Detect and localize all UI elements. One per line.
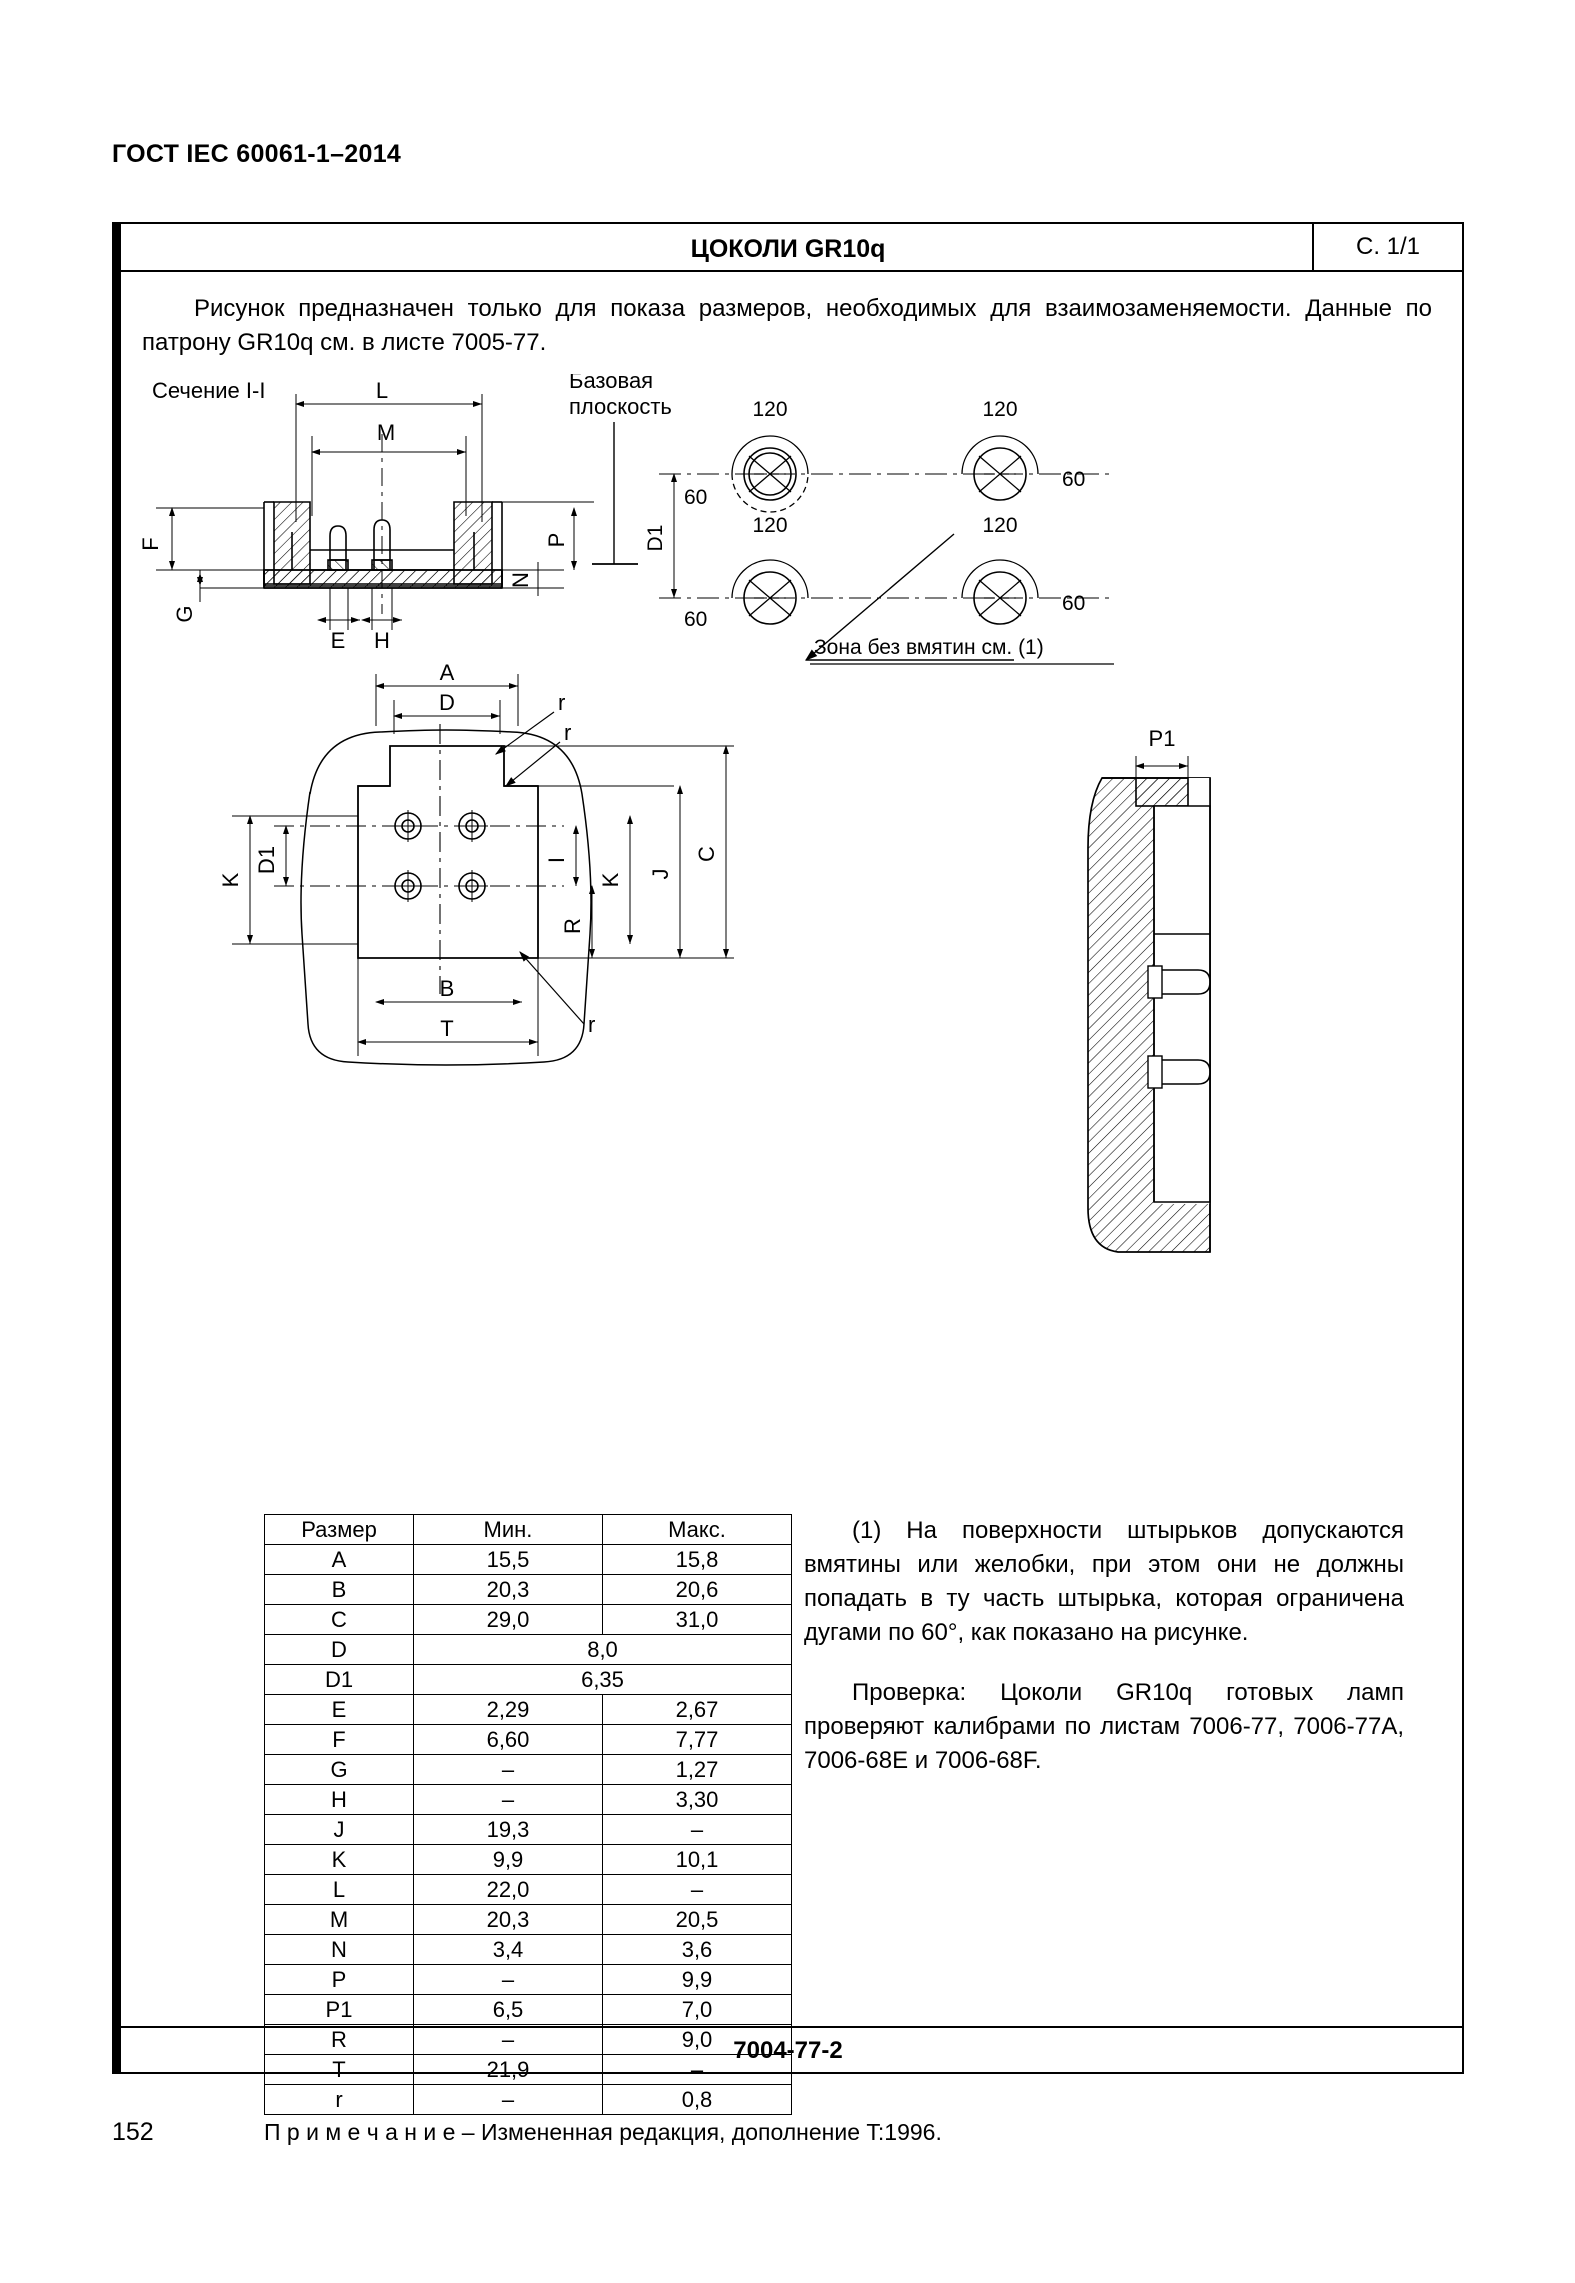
svg-text:60: 60: [1062, 592, 1086, 615]
notes-block: [804, 1514, 1404, 1804]
svg-text:120: 120: [752, 398, 788, 421]
cell-max: 31,0: [603, 1605, 792, 1635]
cell-size: D1: [265, 1665, 414, 1695]
cell-size: L: [265, 1875, 414, 1905]
table-row: [265, 1965, 792, 1995]
cell-min: 3,4: [414, 1935, 603, 1965]
note-2-text: Проверка: Цоколи GR10q готовых ламп проверяют калибрами по листам 7006-77, 7006-77А, 7006-68E и 7006-68F.: [804, 1679, 1404, 1774]
cell-max: 15,8: [603, 1545, 792, 1575]
svg-text:K: K: [218, 872, 243, 888]
sheet-page-indicator: С. 1/1: [1312, 224, 1462, 270]
cell-size: D: [265, 1635, 414, 1665]
table-row: [265, 1665, 792, 1695]
cell-min: 29,0: [414, 1605, 603, 1635]
cell-max: 10,1: [603, 1845, 792, 1875]
table-row: [265, 1905, 792, 1935]
table-row: [265, 1815, 792, 1845]
svg-text:D1: D1: [254, 845, 279, 875]
svg-text:60: 60: [684, 486, 708, 509]
page-number: 152: [112, 2118, 154, 2146]
cell-max: 20,5: [603, 1905, 792, 1935]
cell-max: 2,67: [603, 1695, 792, 1725]
standard-header: ГОСТ IEC 60061-1–2014: [112, 140, 402, 168]
svg-text:A: A: [439, 660, 455, 685]
cell-min: 19,3: [414, 1815, 603, 1845]
svg-text:I: I: [544, 856, 569, 864]
table-row: [265, 1605, 792, 1635]
table-row: [265, 1845, 792, 1875]
table-row: [265, 1875, 792, 1905]
cell-min: –: [414, 1965, 603, 1995]
svg-text:120: 120: [982, 514, 1018, 537]
note-verification: [804, 1676, 1404, 1778]
svg-text:B: B: [439, 976, 455, 1001]
cell-size: C: [265, 1605, 414, 1635]
cell-size: G: [265, 1755, 414, 1785]
dimensions-table: [264, 1514, 792, 2115]
cell-max: 3,30: [603, 1785, 792, 1815]
cell-min: 9,9: [414, 1845, 603, 1875]
cell-min: 15,5: [414, 1545, 603, 1575]
svg-text:E: E: [330, 628, 346, 653]
intro-line-1: Рисунок предназначен только для показа размеров, необходимых для взаимозаменяемости.: [194, 295, 1292, 322]
cell-size: J: [265, 1815, 414, 1845]
cell-min: 2,29: [414, 1695, 603, 1725]
table-header-size: Размер: [265, 1515, 414, 1545]
table-row: [265, 2085, 792, 2115]
cell-size: M: [265, 1905, 414, 1935]
cell-max: 9,0: [603, 2025, 792, 2055]
svg-text:D1: D1: [644, 524, 667, 552]
svg-text:D: D: [439, 690, 455, 715]
cell-max: 7,77: [603, 1725, 792, 1755]
svg-text:N: N: [508, 572, 533, 588]
table-row: [265, 1785, 792, 1815]
cell-min: –: [414, 2085, 603, 2115]
svg-text:P1: P1: [1148, 726, 1176, 751]
remark-label: П р и м е ч а н и е: [264, 2119, 456, 2145]
table-header-max: Макс.: [603, 1515, 792, 1545]
svg-text:r: r: [588, 1012, 596, 1037]
svg-text:C: C: [694, 846, 719, 862]
table-header-row: [265, 1515, 792, 1545]
sheet-title-bar: [114, 224, 1462, 272]
svg-text:M: M: [376, 420, 396, 445]
cell-size: E: [265, 1695, 414, 1725]
svg-text:H: H: [374, 628, 390, 653]
table-header-min: Мин.: [414, 1515, 603, 1545]
cell-max: 0,8: [603, 2085, 792, 2115]
cell-size: F: [265, 1725, 414, 1755]
note-pin-surface: [804, 1514, 1404, 1650]
svg-text:F: F: [138, 537, 163, 551]
cell-size: B: [265, 1575, 414, 1605]
table-row: [265, 1635, 792, 1665]
cell-size: T: [265, 2055, 414, 2085]
note-1-text: (1) На поверхности штырьков допускаются вмятины или желобки, при этом они не должны попадать в ту часть штырька, которая ограничена дугами по 60°, как показано на рисунке.: [804, 1517, 1404, 1646]
svg-text:r: r: [558, 690, 566, 715]
cell-min: 22,0: [414, 1875, 603, 1905]
svg-text:60: 60: [684, 608, 708, 631]
cell-value-span: 6,35: [414, 1665, 792, 1695]
svg-text:T: T: [440, 1016, 454, 1041]
cell-size: R: [265, 2025, 414, 2055]
table-row: [265, 1725, 792, 1755]
table-row: [265, 1545, 792, 1575]
cell-size: P: [265, 1965, 414, 1995]
cell-min: –: [414, 1755, 603, 1785]
svg-text:L: L: [375, 378, 389, 403]
svg-text:60: 60: [1062, 468, 1086, 491]
svg-text:r: r: [564, 720, 572, 745]
table-row: [265, 1755, 792, 1785]
cell-value-span: 8,0: [414, 1635, 792, 1665]
cell-max: 1,27: [603, 1755, 792, 1785]
svg-text:R: R: [560, 918, 585, 934]
sheet-title: ЦОКОЛИ GR10q: [690, 235, 886, 263]
cell-max: 3,6: [603, 1935, 792, 1965]
intro-line-2: Данные по патрону GR10q см. в листе 7005-77.: [142, 295, 1433, 356]
svg-text:Базовая: Базовая: [569, 374, 654, 393]
sheet-footer-bar: [114, 2026, 1462, 2072]
remark-text: – Измененная редакция, дополнение T:1996.: [461, 2119, 942, 2145]
cell-max: 7,0: [603, 1995, 792, 2025]
table-row: [265, 1575, 792, 1605]
cell-min: –: [414, 2025, 603, 2055]
cell-size: H: [265, 1785, 414, 1815]
table-row: [265, 1935, 792, 1965]
cell-max: –: [603, 2055, 792, 2085]
cell-max: 9,9: [603, 1965, 792, 1995]
svg-text:120: 120: [752, 514, 788, 537]
cell-max: –: [603, 1815, 792, 1845]
technical-drawing: [114, 374, 1462, 1424]
sheet-code: 7004-77-2: [733, 2037, 843, 2064]
svg-text:Сечение I-I: Сечение I-I: [152, 378, 266, 403]
svg-text:G: G: [172, 605, 197, 623]
cell-size: r: [265, 2085, 414, 2115]
intro-paragraph: [142, 292, 1432, 360]
cell-max: –: [603, 1875, 792, 1905]
svg-text:K: K: [598, 872, 623, 888]
svg-text:Зона без вмятин см. (1): Зона без вмятин см. (1): [814, 636, 1044, 659]
cell-size: P1: [265, 1995, 414, 2025]
cell-min: –: [414, 1785, 603, 1815]
cell-min: 20,3: [414, 1905, 603, 1935]
cell-max: 20,6: [603, 1575, 792, 1605]
svg-text:P: P: [544, 532, 569, 548]
svg-text:120: 120: [982, 398, 1018, 421]
cell-size: A: [265, 1545, 414, 1575]
svg-text:J: J: [648, 868, 673, 880]
remark-line: [264, 2119, 942, 2146]
cell-min: 21,9: [414, 2055, 603, 2085]
svg-text:плоскость: плоскость: [569, 394, 672, 419]
cell-size: K: [265, 1845, 414, 1875]
cell-size: N: [265, 1935, 414, 1965]
cell-min: 6,5: [414, 1995, 603, 2025]
cell-min: 6,60: [414, 1725, 603, 1755]
cell-min: 20,3: [414, 1575, 603, 1605]
table-row: [265, 1995, 792, 2025]
table-row: [265, 1695, 792, 1725]
